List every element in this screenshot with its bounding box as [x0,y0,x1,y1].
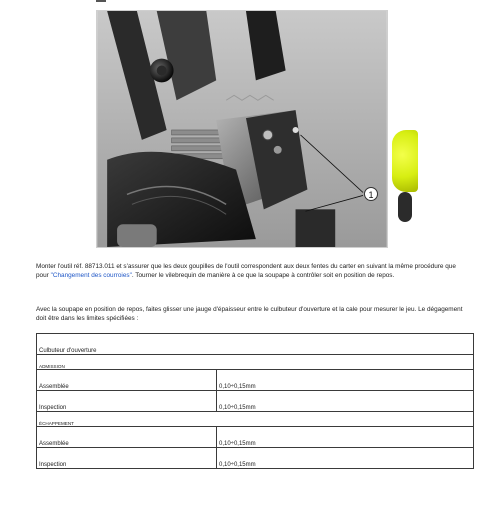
section-admission: ADMISSION [37,355,474,370]
row-value: 0,10÷0,15mm [217,391,474,412]
row-label: Inspection [37,391,217,412]
table-section-row [37,412,474,427]
valve-clearance-table [36,333,474,469]
section-exhaust: ÉCHAPPEMENT [37,412,474,427]
row-label: Assemblée [37,370,217,391]
instruction-paragraph: Avec la soupape en position de repos, faites glisser une jauge d'épaisseur entre le culbuteur d'ouverture et la cale pour mesurer le jeu. Le dégagement doit être dans les limites spécifiées : [36,306,463,322]
table-row [37,391,474,412]
table-row [37,448,474,469]
table-title: Culbuteur d'ouverture [37,334,474,355]
callout-number: 1 [364,187,378,201]
table-section-row [37,355,474,370]
intro-paragraph [36,262,466,280]
dark-component [398,192,412,222]
row-value: 0,10÷0,15mm [217,448,474,469]
intro-text-1: Monter l'outil réf. 88713.011 et s'assurer que les deux goupilles de l'outil correspondent aux deux fentes du carter en suivant la même procédure que pour [36,263,456,279]
table-row [37,370,474,391]
engine-photo [96,10,388,248]
row-label: Assemblée [37,427,217,448]
table-row [37,427,474,448]
yellow-component [392,130,418,192]
row-value: 0,10÷0,15mm [217,370,474,391]
page-top-fragment [96,0,106,2]
row-label: Inspection [37,448,217,469]
table-title-row [37,334,474,355]
row-value: 0,10÷0,15mm [217,427,474,448]
intro-text-2: . Tourner le vilebrequin de manière à ce que la soupape à contrôler soit en position de repos. [131,272,395,279]
belt-change-link[interactable]: "Changement des courroies" [50,272,132,279]
engine-illustration [97,11,387,247]
